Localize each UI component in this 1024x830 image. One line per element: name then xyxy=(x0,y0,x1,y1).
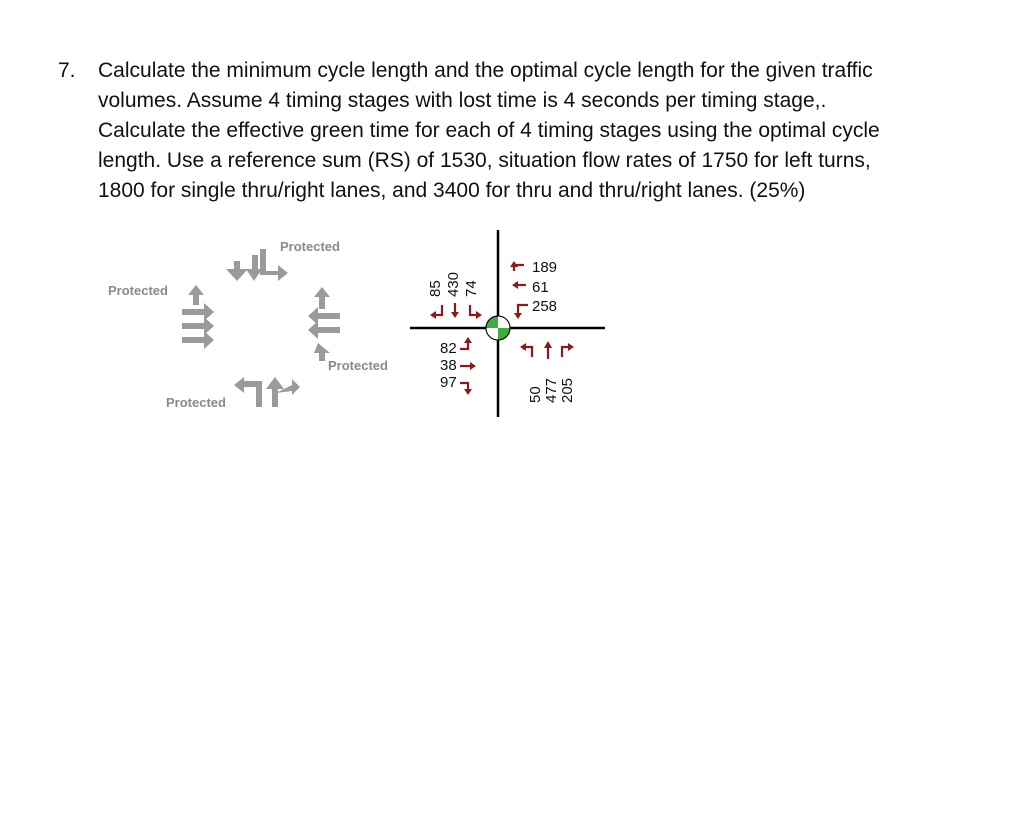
phase-top-arrows xyxy=(226,249,288,281)
question-text xyxy=(98,56,958,206)
south-arrows xyxy=(520,341,574,359)
center-signal xyxy=(486,316,510,340)
phase-right-arrows xyxy=(308,287,340,361)
phase-left-arrows xyxy=(182,285,214,349)
phase-bottom-arrows xyxy=(234,377,300,407)
question-number: 7. xyxy=(58,59,76,82)
traffic-figure xyxy=(100,225,620,425)
east-volume-through: 61 xyxy=(532,279,549,296)
south-volume-left: 50 xyxy=(527,386,544,403)
west-volume-right: 97 xyxy=(440,374,457,391)
east-arrows xyxy=(510,261,528,319)
north-volume-right: 85 xyxy=(427,280,444,297)
question-line: 1800 for single thru/right lanes, and 3400 for thru and thru/right lanes. (25%) xyxy=(98,179,806,202)
west-volume-left: 82 xyxy=(440,340,457,357)
question-line: Calculate the minimum cycle length and the optimal cycle length for the given traffic xyxy=(98,59,873,82)
phase-diagram xyxy=(108,239,388,410)
phase-label-left: Protected xyxy=(108,283,168,298)
west-volume-through: 38 xyxy=(440,357,457,374)
east-volume-left: 258 xyxy=(532,298,558,315)
intersection-diagram xyxy=(410,230,605,417)
phase-label-bottom: Protected xyxy=(166,395,226,410)
phase-label-right: Protected xyxy=(328,358,388,373)
north-volume-left: 74 xyxy=(463,280,480,297)
south-volume-through: 477 xyxy=(543,377,560,403)
south-volume-right: 205 xyxy=(559,377,576,403)
west-arrows xyxy=(460,337,476,395)
question-line: length. Use a reference sum (RS) of 1530, situation flow rates of 1750 for left turns, xyxy=(98,149,871,172)
north-volume-through: 430 xyxy=(445,271,462,297)
question-line: Calculate the effective green time for each of 4 timing stages using the optimal cycle xyxy=(98,119,880,142)
north-arrows xyxy=(430,303,482,319)
phase-label-top: Protected xyxy=(280,239,340,254)
question-line: volumes. Assume 4 timing stages with lost time is 4 seconds per timing stage,. xyxy=(98,89,827,112)
east-volume-right: 189 xyxy=(532,259,558,276)
